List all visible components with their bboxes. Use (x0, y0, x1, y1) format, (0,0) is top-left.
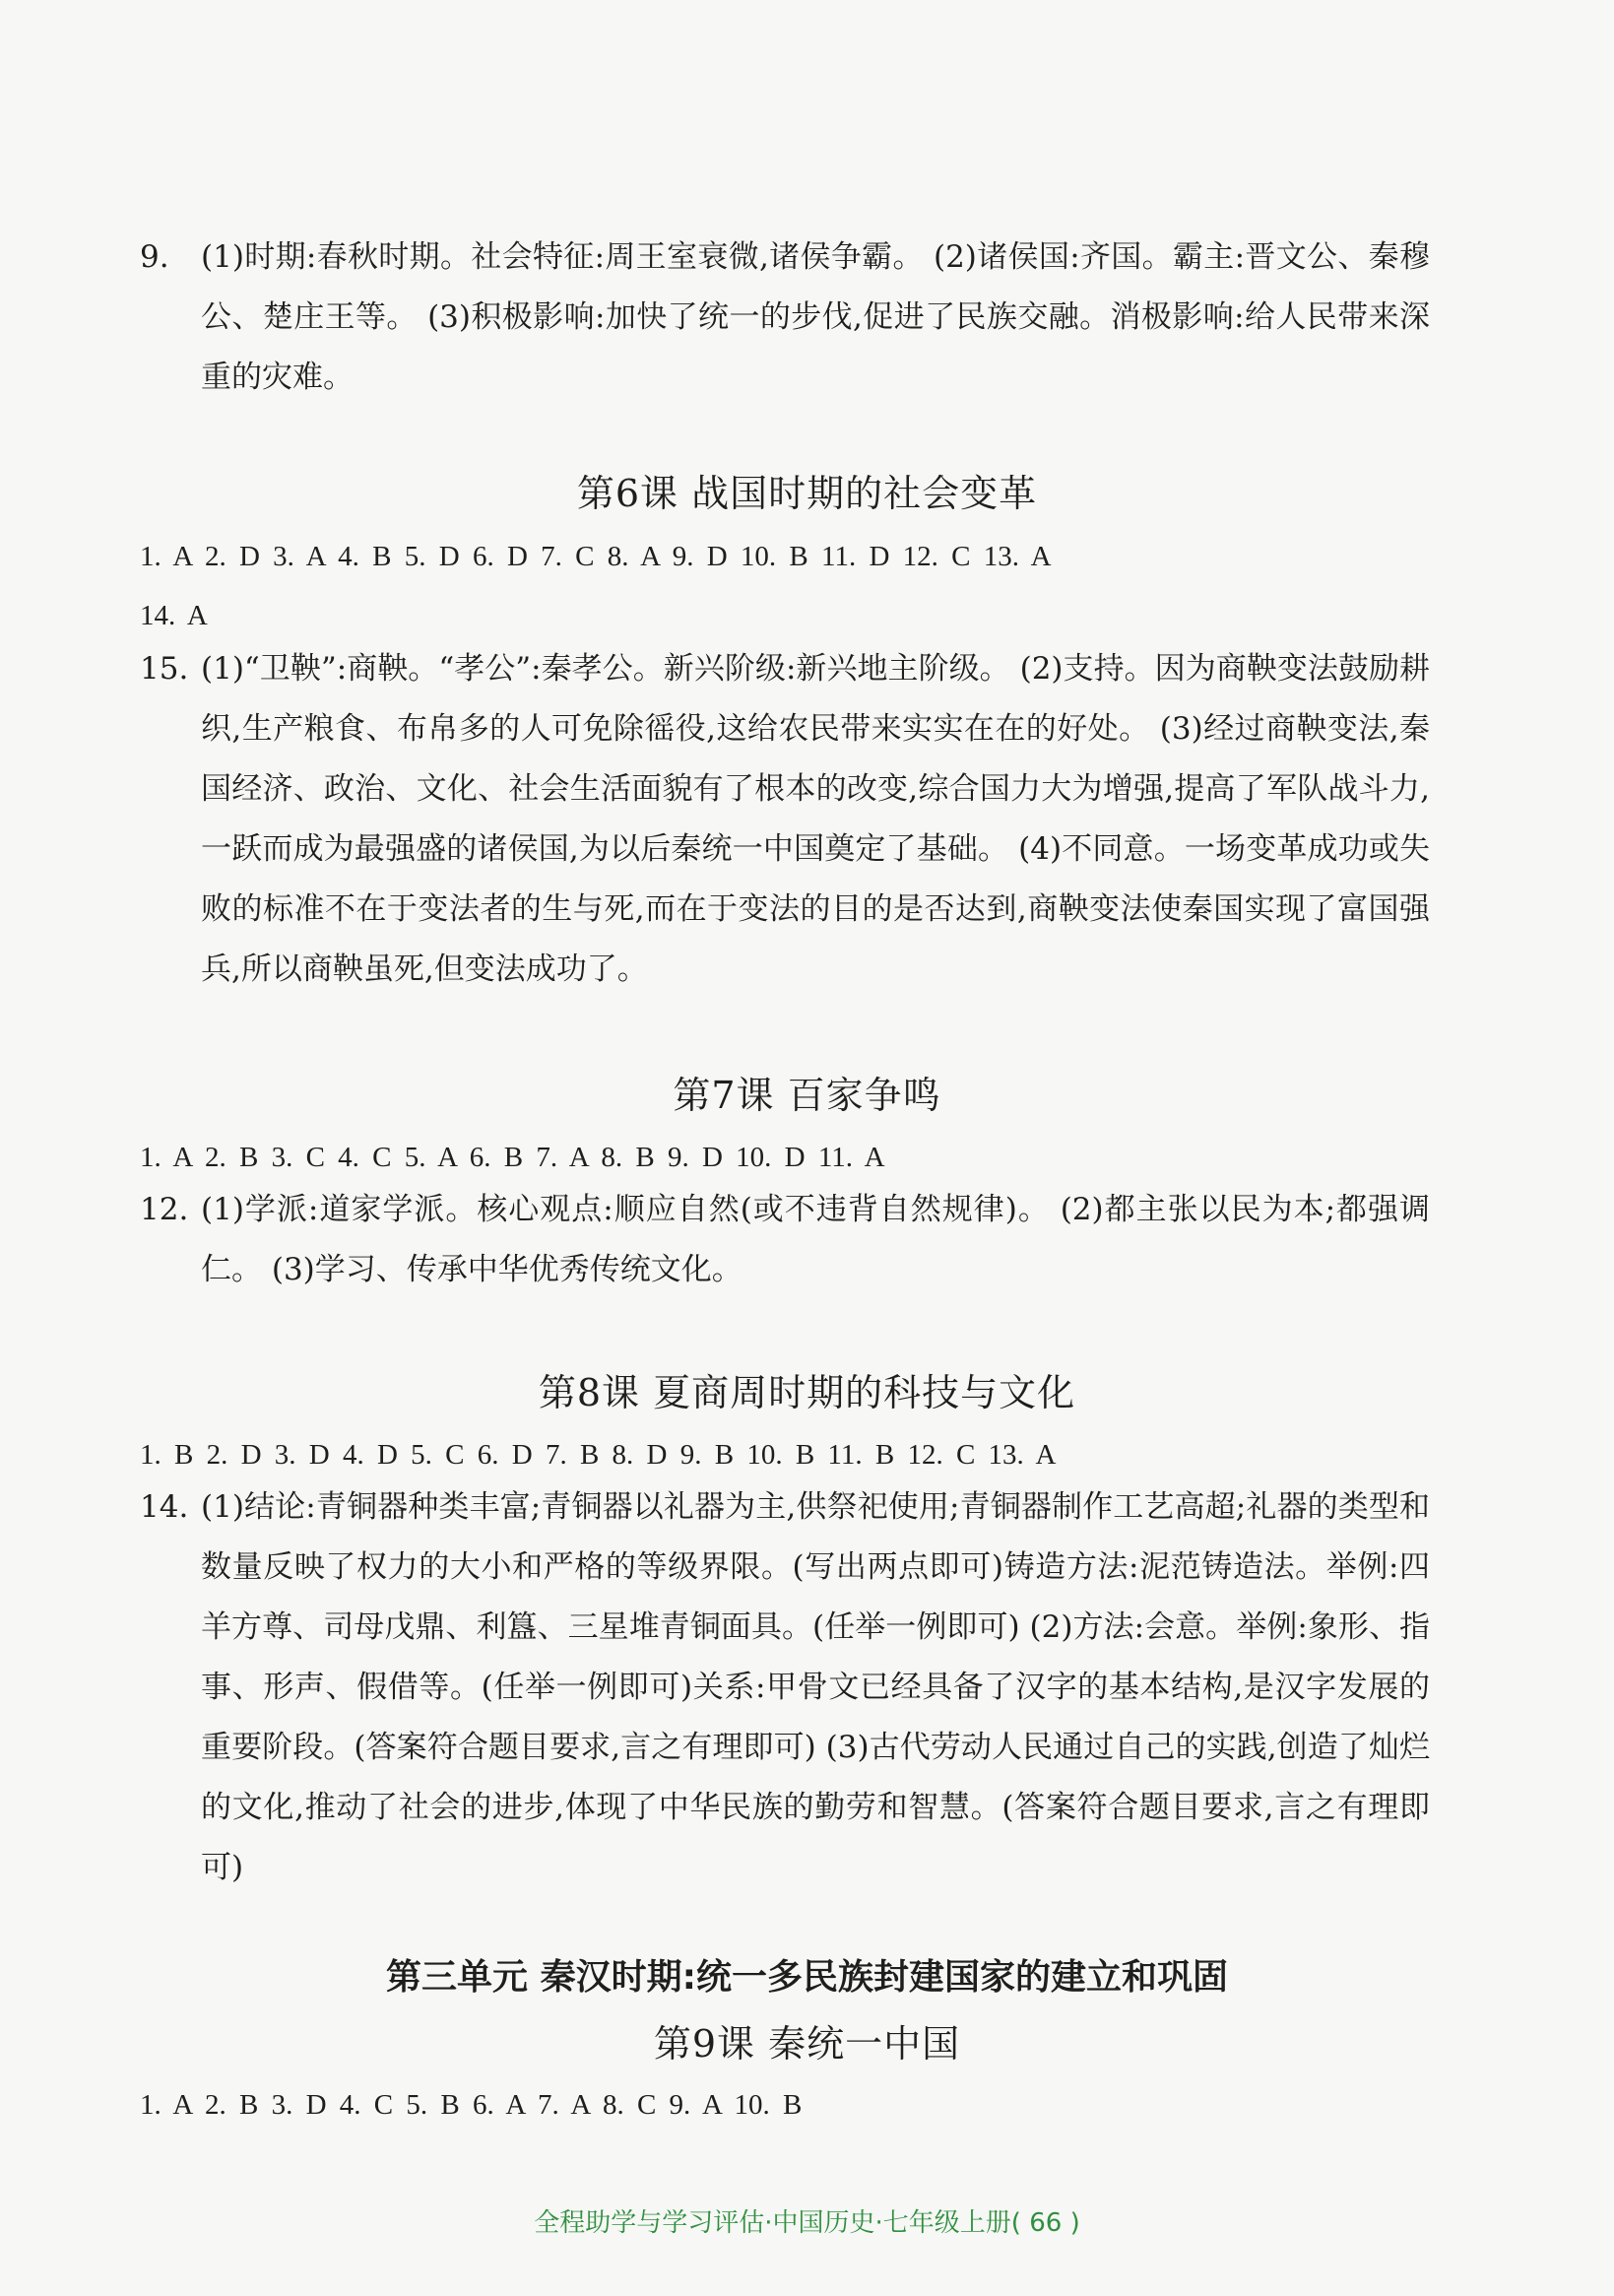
lesson-9-title: 第9课 秦统一中国 (653, 2022, 961, 2066)
lesson-7-choice-answers: 1. A 2. B 3. C 4. C 5. A 6. B 7. A 8. B 9. D 10. D 11. A (140, 1142, 885, 1173)
question-number: 15. (140, 651, 189, 687)
answer-text: (1)结论:青铜器种类丰富;青铜器以礼器为主,供祭祀使用;青铜器制作工艺高超;礼器的类型和数量反映了权力的大小和严格的等级界限。(写出两点即可)铸造方法:泥范铸造法。举例:四羊方尊、司母戊鼎、利簋、三星堆青铜面具。(任举一例即可) (2)方法:会意。举例:象形、指事、形声、假借等。(任举一例即可)关系:甲骨文已经具备了汉字的基本结构,是汉字发展的重要阶段。(答案符合题目要求,言之有理即可) (3)古代劳动人民通过自己的实践,创造了灿烂的文化,推动了社会的进步,体现了中华民族的勤劳和智慧。(答案符合题目要求,言之有理即可) (201, 1489, 1430, 1885)
lesson-6-choice-answers: 1. A 2. D 3. A 4. B 5. D 6. D 7. C 8. A 9. D 10. B 11. D 12. C 13. A (140, 541, 1052, 572)
lesson-8-title: 第8课 夏商周时期的科技与文化 (538, 1371, 1076, 1414)
question-12 (140, 1180, 1430, 1300)
page-footer: 全程助学与学习评估·中国历史·七年级上册( 66 ) (534, 2208, 1080, 2238)
lesson-8-choice-answers: 1. B 2. D 3. D 4. D 5. C 6. D 7. B 8. D 9. B 10. B 11. B 12. C 13. A (140, 1439, 1057, 1471)
lesson-6-title: 第6课 战国时期的社会变革 (576, 472, 1038, 515)
answer-text: (1)时期:春秋时期。社会特征:周王室衰微,诸侯争霸。 (2)诸侯国:齐国。霸主:晋文公、秦穆公、楚庄王等。 (3)积极影响:加快了统一的步伐,促进了民族交融。消极影响:给人民带来深重的灾难。 (201, 239, 1430, 395)
question-number: 14. (140, 1489, 189, 1525)
question-number: 9. (140, 239, 169, 275)
question-9 (140, 228, 1430, 408)
lesson-7-title: 第7课 百家争鸣 (673, 1074, 941, 1117)
question-15 (140, 639, 1430, 1000)
lesson-9-choice-answers: 1. A 2. B 3. D 4. C 5. B 6. A 7. A 8. C 9. A 10. B (140, 2089, 803, 2121)
answer-text: (1)学派:道家学派。核心观点:顺应自然(或不违背自然规律)。 (2)都主张以民为本;都强调仁。 (3)学习、传承中华优秀传统文化。 (201, 1192, 1430, 1287)
answer-text: (1)“卫鞅”:商鞅。“孝公”:秦孝公。新兴阶级:新兴地主阶级。 (2)支持。因为商鞅变法鼓励耕织,生产粮食、布帛多的人可免除徭役,这给农民带来实实在在的好处。 (3)经过商鞅变法,秦国经济、政治、文化、社会生活面貌有了根本的改变,综合国力大为增强,提高了军队战斗力,一跃而成为最强盛的诸侯国,为以后秦统一中国奠定了基础。 (4)不同意。一场变革成功或失败的标准不在于变法者的生与死,而在于变法的目的是否达到,商鞅变法使秦国实现了富国强兵,所以商鞅虽死,但变法成功了。 (201, 651, 1430, 987)
lesson-6-choice-answers-cont: 14. A (140, 600, 208, 631)
question-number: 12. (140, 1192, 189, 1227)
question-14 (140, 1477, 1430, 1898)
unit-3-title: 第三单元 秦汉时期:统一多民族封建国家的建立和巩固 (386, 1957, 1228, 1998)
